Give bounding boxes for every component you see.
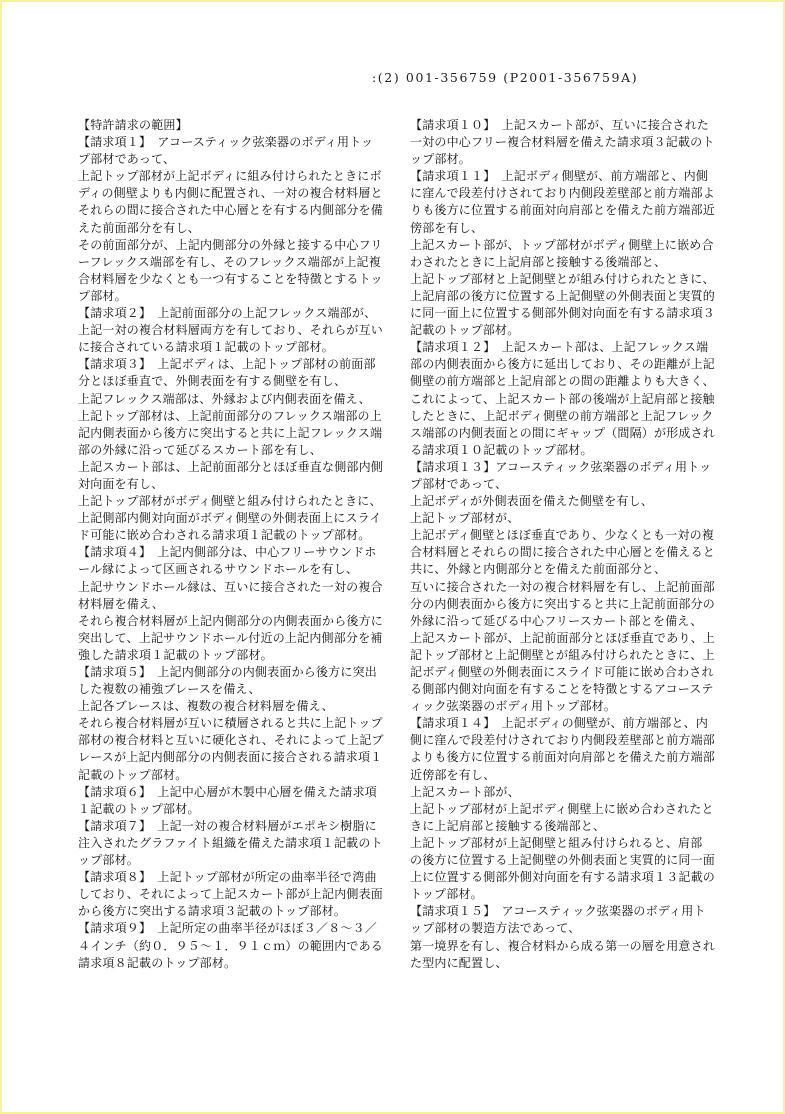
claim-text-line: した複数の補強ブレースを備え、 bbox=[78, 682, 261, 697]
claim-text-line: それら複合材料層が上記内側部分の内側表面から後方に bbox=[78, 613, 384, 628]
claim-text-line: 【請求項１０】 上記スカート部が、互いに接合された bbox=[410, 118, 710, 132]
claim-text-line: 合材料層を少なくとも一つ有することを特徴とするトッ bbox=[78, 271, 383, 286]
claim-text-line: 【特許請求の範囲】 bbox=[78, 118, 188, 132]
claim-text-line: 傍部を有し、 bbox=[410, 220, 484, 235]
claim-text-line: 【請求項７】 上記一対の複合材料層がエポキシ樹脂に bbox=[78, 818, 377, 833]
claim-text-line: 請求項８記載のトップ部材。 bbox=[78, 955, 237, 970]
claim-text-line: 互いに接合された一対の複合材料層を有し、上記前面部 bbox=[410, 579, 716, 594]
claim-text-line: 部材の複合材料と互いに硬化され、それによって上記ブ bbox=[78, 733, 384, 748]
claim-text-line: 上記トップ部材は、上記前面部分のフレックス端部の上 bbox=[78, 408, 382, 423]
claim-text-line: したときに、上記ボディ側壁の前方端部と上記フレック bbox=[410, 408, 714, 423]
claim-text-line: 上記トップ部材が、 bbox=[410, 511, 520, 526]
claim-text-line: 上記ボディが外側表面を備えた側壁を有し、 bbox=[410, 494, 654, 509]
claim-text-line: る請求項１０記載のトップ部材。 bbox=[410, 442, 593, 457]
claims-left-column bbox=[78, 117, 384, 972]
claim-text-line: ４インチ（約０．９５〜１．９１ｃｍ）の範囲内である bbox=[78, 938, 384, 953]
claim-text-line: 突出して、上記サウンドホール付近の上記内側部分を補 bbox=[78, 630, 383, 645]
claim-text-line: 分の内側表面から後方に突出すると共に上記前面部分の bbox=[410, 596, 716, 611]
claim-text-line: それらの間に接合された中心層とを有する内側部分を備 bbox=[78, 203, 384, 218]
claim-text-line: 材料層を備え、 bbox=[78, 596, 165, 611]
claim-text-line: 上記スカート部が、 bbox=[410, 784, 520, 799]
claim-text-line: トップ部材。 bbox=[410, 887, 483, 902]
claim-text-line: よりも後方に位置する前面対向肩部とを備えた前方端部 bbox=[410, 750, 716, 765]
claim-text-line: 上記トップ部材が上記ボディに組み付けられたときにボ bbox=[78, 169, 382, 184]
claim-text-line: りも後方に位置する前面対向肩部とを備えた前方端部近 bbox=[410, 203, 716, 218]
claim-text-line: 部の内側表面から後方に延出しており、その距離が上記 bbox=[410, 357, 716, 372]
claim-text-line: ップ部材。 bbox=[410, 152, 472, 167]
claim-text-line: 【請求項６】 上記中心層が木製中心層を備えた請求項 bbox=[78, 784, 378, 799]
claim-text-line: から後方に突出する請求項３記載のトップ部材。 bbox=[78, 904, 347, 919]
claim-text-line: 合材料層とそれらの間に接合された中心層とを備えると bbox=[410, 545, 716, 560]
claim-text-line: ィック弦楽器のボディ用トップ部材。 bbox=[410, 699, 617, 714]
claim-text-line: 【請求項９】 上記所定の曲率半径がほぼ３／８〜３／ bbox=[78, 921, 378, 936]
claim-text-line: 【請求項１２】 上記スカート部は、上記フレックス端 bbox=[410, 340, 709, 355]
claim-text-line: ス端部の内側表面との間にギャップ（間隔）が形成され bbox=[410, 425, 716, 440]
claim-text-line: 上記サウンドホール縁は、互いに接合された一対の複合 bbox=[78, 579, 383, 594]
publication-number-header: :(2) 001-356759 (P2001-356759A) bbox=[372, 70, 639, 85]
claim-text-line: これによって、上記スカート部の後端が上記肩部と接触 bbox=[410, 391, 715, 406]
claim-text-line: 対向面を有し、 bbox=[78, 476, 164, 491]
claims-right-column bbox=[410, 117, 716, 972]
claim-text-line: 上記一対の複合材料層両方を有しており、それらが互い bbox=[78, 323, 384, 338]
claim-text-line: ーフレックス端部を有し、そのフレックス端部が上記複 bbox=[78, 254, 381, 269]
claim-text-line: の後方に位置する上記側壁の外側表面と実質的に同一面 bbox=[410, 853, 716, 868]
claim-text-line: 上に位置する側部外側対向面を有する請求項１３記載の bbox=[410, 870, 716, 885]
claim-text-line: 上記トップ部材と上記側壁とが組み付けられたときに、 bbox=[410, 271, 715, 286]
claim-text-line: 一対の中心フリー複合材料層を備えた請求項３記載のト bbox=[410, 135, 715, 150]
claim-text-line: 記内側表面から後方に突出すると共に上記フレックス端 bbox=[78, 425, 383, 440]
claim-text-line: プ部材であって、 bbox=[410, 476, 508, 491]
claim-text-line: その前面部分が、上記内側部分の外縁と接する中心フリ bbox=[78, 237, 383, 252]
claim-text-line: ディの側壁よりも内側に配置され、一対の複合材料層と bbox=[78, 186, 383, 201]
claim-text-line: 【請求項２】 上記前面部分の上記フレックス端部が、 bbox=[78, 306, 377, 321]
claim-text-line: ップ部材の製造方法であって、 bbox=[410, 921, 581, 936]
claim-text-line: 上記フレックス端部は、外縁および内側表面を備え、 bbox=[78, 391, 371, 406]
claim-text-line: わされたときに上記肩部と接触する後端部と、 bbox=[410, 254, 667, 269]
claim-text-line: 上記トップ部材が上記側壁と組み付けられると、肩部 bbox=[410, 835, 703, 850]
claim-text-line: 共に、外縁と内側部分とを備えた前面部分と、 bbox=[410, 562, 667, 577]
claim-text-line: えた前面部分を有し、 bbox=[78, 220, 201, 235]
claim-text-line: 上記各ブレースは、複数の複合材料層を備え、 bbox=[78, 699, 334, 714]
claim-text-line: 側に窪んで段差付けされており内側段差壁部と前方端部 bbox=[410, 733, 716, 748]
claim-text-line: 【請求項１３】アコースティック弦楽器のボディ用トッ bbox=[410, 459, 712, 474]
claim-text-line: 上記トップ部材が上記ボディ側壁上に嵌め合わされたと bbox=[410, 801, 714, 816]
claim-text-line: 上記トップ部材がボディ側壁と組み付けられたときに、 bbox=[78, 494, 382, 509]
claim-text-line: 上記ボディ側壁とほぼ垂直であり、少なくとも一対の複 bbox=[410, 528, 715, 543]
claim-text-line: 外縁に沿って延びる中心フリースカート部とを備え、 bbox=[410, 613, 703, 628]
claim-text-line: 近傍部を有し、 bbox=[410, 767, 496, 782]
claim-text-line: 第一境界を有し、複合材料から成る第一の層を用意され bbox=[410, 938, 716, 953]
claim-text-line: に窪んで段差付けされており内側段差壁部と前方端部よ bbox=[410, 186, 716, 201]
claim-text-line: 上記スカート部が、上記前面部分とほぼ垂直であり、上 bbox=[410, 630, 716, 645]
claim-text-line: 【請求項５】 上記内側部分の内側表面から後方に突出 bbox=[78, 665, 378, 679]
claim-text-line: 【請求項１】 アコースティック弦楽器のボディ用トッ bbox=[78, 135, 374, 150]
claim-text-line: 部の外縁に沿って延びるスカート部を有し、 bbox=[78, 442, 323, 457]
claim-text-line: 【請求項３】 上記ボディは、上記トップ部材の前面部 bbox=[78, 357, 376, 372]
claim-text-line: る側部内側対向面を有することを特徴とするアコーステ bbox=[410, 682, 714, 697]
claim-text-line: プ部材。 bbox=[78, 288, 127, 303]
claim-text-line: 【請求項１１】 上記ボディ側壁が、前方端部と、内側 bbox=[410, 169, 709, 184]
claim-text-line: 記載のトップ部材。 bbox=[410, 323, 520, 338]
claim-text-line: 記トップ部材と上記側壁とが組み付けられたときに、上 bbox=[410, 647, 715, 662]
claim-text-line: 分とほぼ垂直で、外側表面を有する側壁を有し、 bbox=[78, 374, 347, 389]
claim-text-line: 【請求項１４】 上記ボディの側壁が、前方端部と、内 bbox=[410, 716, 709, 731]
claim-text-line: に同一面上に位置する側部外側対向面を有する請求項３ bbox=[410, 306, 716, 321]
claim-text-line: 【請求項８】 上記トップ部材が所定の曲率半径で湾曲 bbox=[78, 870, 377, 885]
claim-text-line: た型内に配置し、 bbox=[410, 955, 508, 970]
claim-text-line: に接合されている請求項１記載のトップ部材。 bbox=[78, 340, 334, 355]
claim-text-line: しており、それによって上記スカート部が上記内側表面 bbox=[78, 887, 384, 902]
claim-text-line: 【請求項１５】 アコースティック弦楽器のボディ用ト bbox=[410, 904, 706, 919]
claim-text-line: プ部材であって、 bbox=[78, 152, 176, 167]
claim-text-line: 記ボディ側壁の外側表面にスライド可能に嵌め合わされ bbox=[410, 665, 714, 679]
claim-text-line: １記載のトップ部材。 bbox=[78, 801, 200, 816]
claim-text-line: ド可能に嵌め合わされる請求項１記載のトップ部材。 bbox=[78, 528, 371, 543]
claim-text-line: 上記肩部の後方に位置する上記側壁の外側表面と実質的 bbox=[410, 288, 716, 303]
claim-text-line: 側壁の前方端部と上記肩部との間の距離よりも大きく、 bbox=[410, 374, 715, 389]
claim-text-line: ール縁によって区画されるサウンドホールを有し、 bbox=[78, 562, 359, 577]
claim-text-line: 記載のトップ部材。 bbox=[78, 767, 188, 782]
claim-text-line: 注入されたグラファイト組織を備えた請求項１記載のト bbox=[78, 835, 383, 850]
claim-text-line: 上記スカート部が、トップ部材がボディ側壁上に嵌め合 bbox=[410, 237, 714, 252]
claim-text-line: 上記スカート部は、上記前面部分とほぼ垂直な側部内側 bbox=[78, 459, 384, 474]
claim-text-line: ップ部材。 bbox=[78, 853, 140, 868]
claim-text-line: きに上記肩部と接触する後端部と、 bbox=[410, 818, 606, 833]
claim-text-line: 強した請求項１記載のトップ部材。 bbox=[78, 647, 273, 662]
claim-text-line: 上記側部内側対向面がボディ側壁の外側表面上にスライ bbox=[78, 511, 382, 526]
claim-text-line: それら複合材料層が互いに積層されると共に上記トップ bbox=[78, 716, 383, 731]
claim-text-line: レースが上記内側部分の内側表面に接合される請求項１ bbox=[78, 750, 383, 765]
claim-text-line: 【請求項４】 上記内側部分は、中心フリーサウンドホ bbox=[78, 545, 377, 560]
